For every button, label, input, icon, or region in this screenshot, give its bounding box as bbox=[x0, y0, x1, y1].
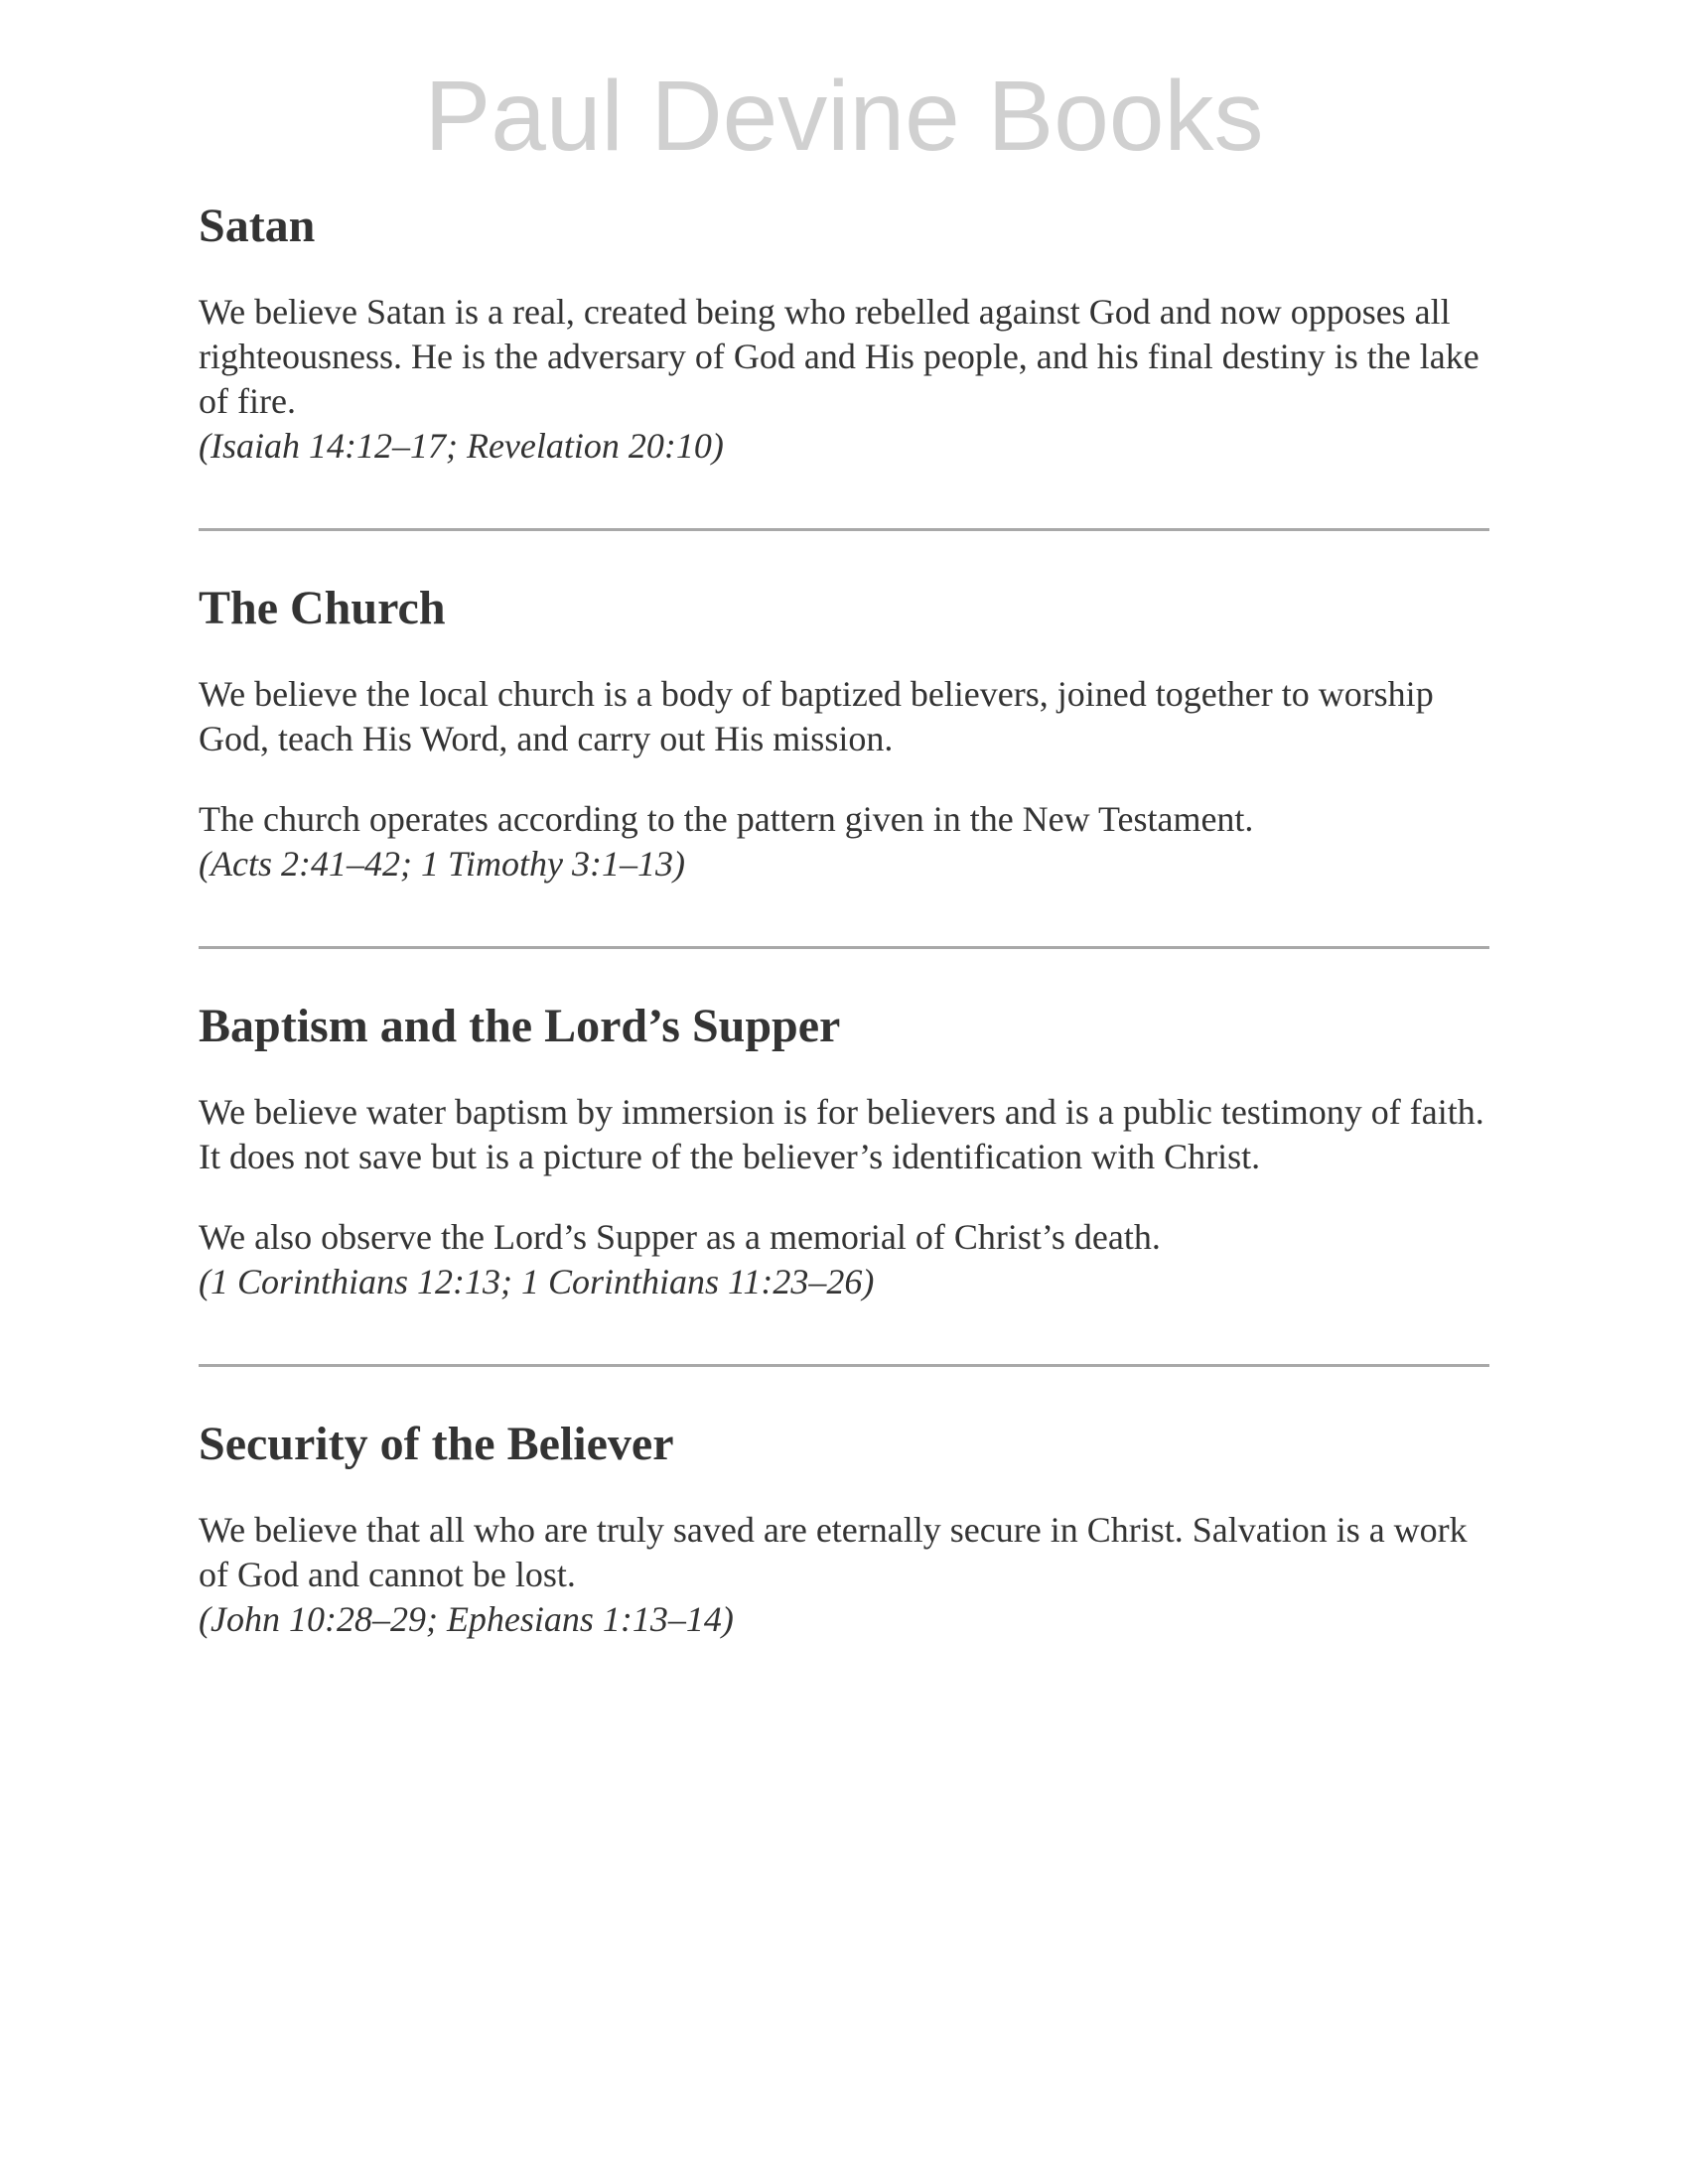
scripture-reference: (Acts 2:41–42; 1 Timothy 3:1–13) bbox=[199, 844, 685, 884]
section-divider bbox=[199, 528, 1489, 531]
scripture-reference: (1 Corinthians 12:13; 1 Corinthians 11:23–26) bbox=[199, 1262, 875, 1301]
scripture-reference: (John 10:28–29; Ephesians 1:13–14) bbox=[199, 1599, 734, 1639]
section-paragraph: We believe Satan is a real, created being who rebelled against God and now opposes all righteousness. He is the adversary of God and His people, and his final destiny is the lake of fire. bbox=[199, 292, 1479, 421]
section-divider bbox=[199, 1364, 1489, 1367]
section-divider bbox=[199, 946, 1489, 949]
document-body bbox=[199, 197, 1489, 1642]
section-heading: Satan bbox=[199, 200, 316, 252]
section-heading: Baptism and the Lord’s Supper bbox=[199, 1000, 841, 1052]
page-header-watermark: Paul Devine Books bbox=[424, 61, 1264, 172]
section-paragraph: We believe that all who are truly saved are eternally secure in Christ. Salvation is a work of God and cannot be lost. bbox=[199, 1510, 1468, 1594]
section-security-of-believer bbox=[199, 1415, 1489, 1642]
section-the-church bbox=[199, 579, 1489, 887]
section-baptism-lords-supper bbox=[199, 997, 1489, 1304]
scripture-reference: (Isaiah 14:12–17; Revelation 20:10) bbox=[199, 426, 724, 466]
section-heading: Security of the Believer bbox=[199, 1418, 674, 1470]
section-paragraph: We believe the local church is a body of baptized believers, joined together to worship God, teach His Word, and carry out His mission. bbox=[199, 674, 1434, 758]
section-paragraph: We believe water baptism by immersion is for believers and is a public testimony of faith. It does not save but is a picture of the believer’s identification with Christ. bbox=[199, 1092, 1484, 1176]
section-heading: The Church bbox=[199, 582, 446, 634]
section-paragraph: The church operates according to the pattern given in the New Testament. bbox=[199, 799, 1254, 839]
section-satan bbox=[199, 197, 1489, 469]
section-paragraph: We also observe the Lord’s Supper as a memorial of Christ’s death. bbox=[199, 1217, 1161, 1257]
